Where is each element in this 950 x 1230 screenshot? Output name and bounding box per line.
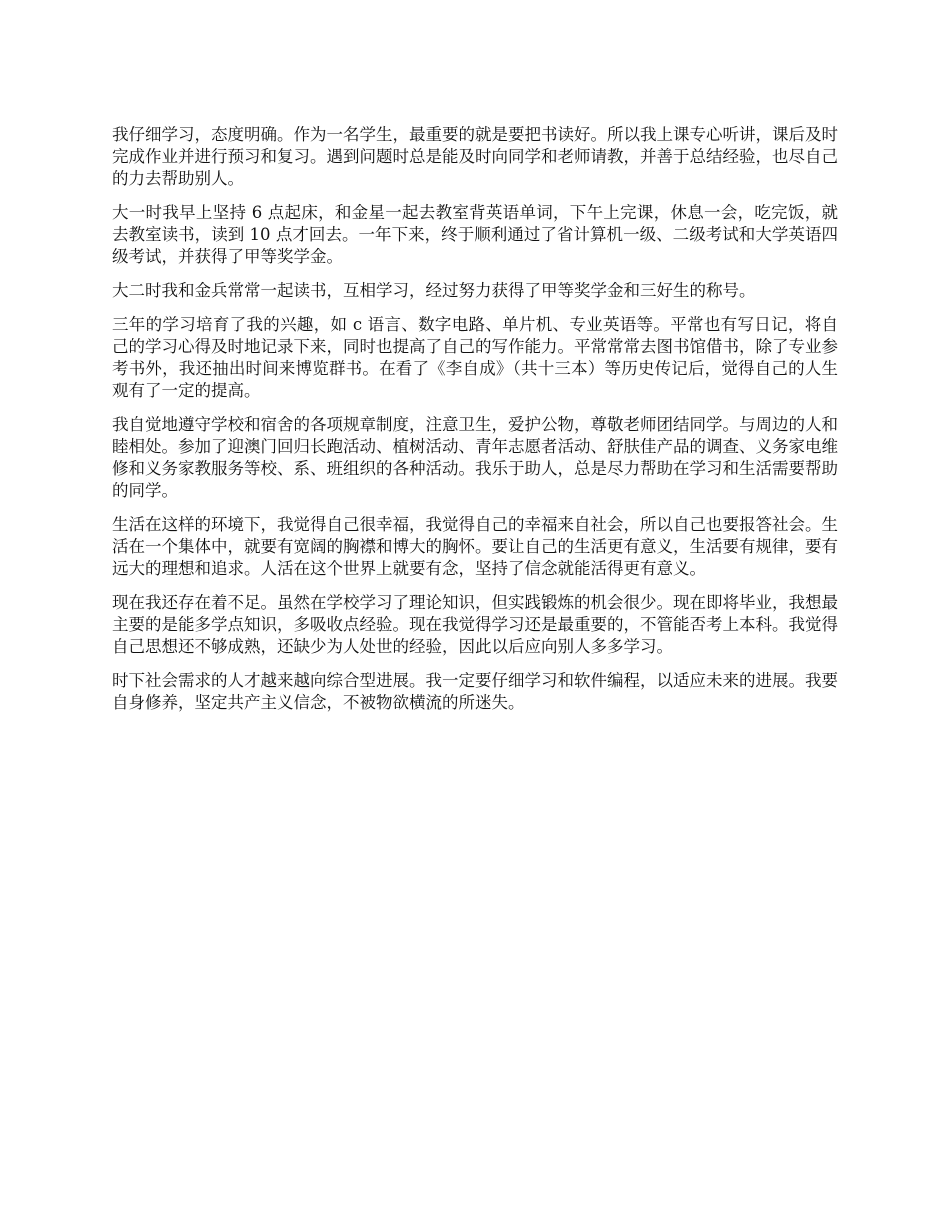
paragraph-2: 大一时我早上坚持 6 点起床，和金星一起去教室背英语单词，下午上完课，休息一会，吃完饭，就去教室读书，读到 10 点才回去。一年下来，终于顺利通过了省计算机一级、二级考试和大学英语四级考试，并获得了甲等奖学金。 bbox=[112, 203, 838, 266]
document-body bbox=[112, 124, 838, 726]
paragraph-1: 我仔细学习，态度明确。作为一名学生，最重要的就是要把书读好。所以我上课专心听讲，课后及时完成作业并进行预习和复习。遇到问题时总是能及时向同学和老师请教，并善于总结经验，也尽自己的力去帮助别人。 bbox=[112, 125, 838, 188]
paragraph-4: 三年的学习培育了我的兴趣，如 c 语言、数字电路、单片机、专业英语等。平常也有写日记，将自己的学习心得及时地记录下来，同时也提高了自己的写作能力。平常常常去图书馆借书，除了专业参考书外，我还抽出时间来博览群书。在看了《李自成》（共十三本）等历史传记后，觉得自己的人生观有了一定的提高。 bbox=[112, 315, 838, 400]
paragraph-8: 时下社会需求的人才越来越向综合型进展。我一定要仔细学习和软件编程，以适应未来的进展。我要自身修养，坚定共产主义信念，不被物欲横流的所迷失。 bbox=[112, 671, 838, 712]
paragraph-3: 大二时我和金兵常常一起读书，互相学习，经过努力获得了甲等奖学金和三好生的称号。 bbox=[112, 281, 756, 300]
paragraph-5: 我自觉地遵守学校和宿舍的各项规章制度，注意卫生，爱护公物，尊敬老师团结同学。与周边的人和睦相处。参加了迎澳门回归长跑活动、植树活动、青年志愿者活动、舒肤佳产品的调查、义务家电维修和义务家教服务等校、系、班组织的各种活动。我乐于助人，总是尽力帮助在学习和生活需要帮助的同学。 bbox=[112, 415, 838, 500]
paragraph-6: 生活在这样的环境下，我觉得自己很幸福，我觉得自己的幸福来自社会，所以自己也要报答社会。生活在一个集体中，就要有宽阔的胸襟和博大的胸怀。要让自己的生活更有意义，生活要有规律，要有远大的理想和追求。人活在这个世界上就要有念，坚持了信念就能活得更有意义。 bbox=[112, 515, 838, 578]
paragraph-7: 现在我还存在着不足。虽然在学校学习了理论知识，但实践锻炼的机会很少。现在即将毕业，我想最主要的是能多学点知识，多吸收点经验。现在我觉得学习还是最重要的，不管能否考上本科。我觉得自己思想还不够成熟，还缺少为人处世的经验，因此以后应向别人多多学习。 bbox=[112, 593, 838, 656]
